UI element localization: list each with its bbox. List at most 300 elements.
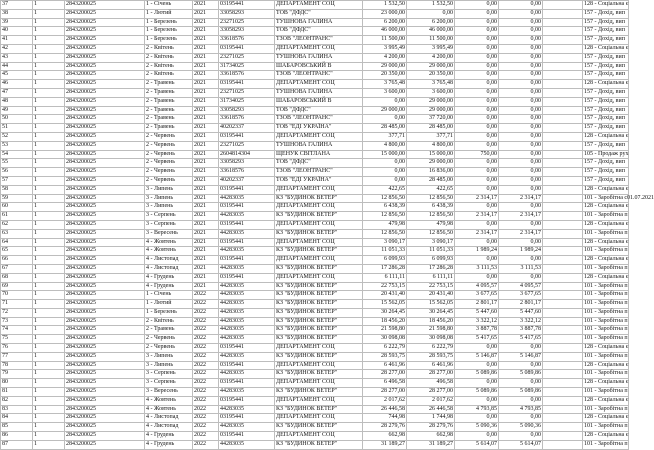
table-row[interactable] (1, 150, 629, 159)
table-cell[interactable] (543, 18, 583, 27)
table-cell[interactable]: 2843200025 (65, 203, 145, 212)
table-cell[interactable]: 377,71 (363, 132, 407, 141)
table-cell[interactable]: 2022 (193, 300, 219, 309)
table-cell[interactable]: 40 (1, 27, 33, 36)
table-cell[interactable]: 2022 (193, 326, 219, 335)
table-cell[interactable]: ДЕПАРТАМЕНТ СОЦ (275, 273, 363, 282)
table-cell[interactable]: 23271025 (219, 53, 275, 62)
table-cell[interactable]: 157 - Дохід, вип (583, 97, 629, 106)
table-cell[interactable]: 2022 (193, 291, 219, 300)
table-cell[interactable]: 101 - Заробітна п (583, 388, 629, 397)
table-cell[interactable]: 2843200025 (65, 247, 145, 256)
table-row[interactable] (1, 88, 629, 97)
table-cell[interactable]: ТЗОВ "ЛЕОНТРАНС" (275, 36, 363, 45)
table-cell[interactable]: 44283035 (219, 405, 275, 414)
table-row[interactable] (1, 344, 629, 353)
table-row[interactable] (1, 291, 629, 300)
table-cell[interactable]: 2 - Травень (145, 106, 193, 115)
table-cell[interactable]: 37 (1, 1, 33, 10)
table-cell[interactable]: 2843200025 (65, 115, 145, 124)
table-cell[interactable]: КЗ "БУДИНОК ВЕТЕР" (275, 264, 363, 273)
table-cell[interactable]: ТУШНОВА ГАЛИНА (275, 88, 363, 97)
table-cell[interactable]: 157 - Дохід, вип (583, 53, 629, 62)
table-cell[interactable] (543, 115, 583, 124)
table-cell[interactable]: 18 456,20 (407, 317, 455, 326)
table-row[interactable] (1, 414, 629, 423)
table-cell[interactable]: 2843200025 (65, 97, 145, 106)
table-cell[interactable]: 4 200,00 (363, 53, 407, 62)
table-row[interactable] (1, 141, 629, 150)
table-cell[interactable] (543, 80, 583, 89)
table-row[interactable] (1, 27, 629, 36)
table-cell[interactable]: 73 (1, 317, 33, 326)
table-cell[interactable]: 4 - Листопад (145, 256, 193, 265)
table-cell[interactable] (543, 159, 583, 168)
table-cell[interactable]: 128 - Соціальна є (583, 396, 629, 405)
table-cell[interactable]: 6 461,96 (363, 361, 407, 370)
table-cell[interactable]: 23271025 (219, 88, 275, 97)
table-cell[interactable]: 1 (33, 44, 65, 53)
table-cell[interactable]: 1 (33, 159, 65, 168)
table-cell[interactable]: 2022 (193, 370, 219, 379)
table-cell[interactable]: 2 - Червень (145, 150, 193, 159)
table-cell[interactable]: 0,00 (499, 361, 543, 370)
table-cell[interactable]: 5 090,36 (499, 423, 543, 432)
table-cell[interactable]: ДЕПАРТАМЕНТ СОЦ (275, 396, 363, 405)
table-cell[interactable]: 6 222,79 (407, 344, 455, 353)
table-cell[interactable]: 2 314,17 (455, 229, 499, 238)
table-cell[interactable]: 5 089,86 (455, 388, 499, 397)
table-cell[interactable]: 0,00 (455, 124, 499, 133)
table-cell[interactable]: 03195441 (219, 273, 275, 282)
table-cell[interactable]: 1 (33, 361, 65, 370)
table-cell[interactable]: 55 (1, 159, 33, 168)
table-cell[interactable]: 2021 (193, 80, 219, 89)
table-cell[interactable]: 78 (1, 361, 33, 370)
table-cell[interactable]: 44283035 (219, 291, 275, 300)
table-cell[interactable]: 84 (1, 414, 33, 423)
table-cell[interactable]: 2843200025 (65, 44, 145, 53)
table-cell[interactable]: 2 - Травень (145, 97, 193, 106)
table-cell[interactable]: 128 - Соціальна є (583, 238, 629, 247)
table-cell[interactable]: 128 - Соціальна є (583, 203, 629, 212)
table-cell[interactable]: 2843200025 (65, 132, 145, 141)
table-cell[interactable]: 2022 (193, 317, 219, 326)
table-cell[interactable]: 4 - Листопад (145, 264, 193, 273)
table-cell[interactable]: 4 800,00 (363, 141, 407, 150)
table-cell[interactable]: 79 (1, 370, 33, 379)
table-row[interactable] (1, 308, 629, 317)
table-cell[interactable]: 128 - Соціальна є (583, 1, 629, 10)
table-cell[interactable]: 128 - Соціальна є (583, 361, 629, 370)
table-cell[interactable]: КЗ "БУДИНОК ВЕТЕР" (275, 300, 363, 309)
table-cell[interactable]: 0,00 (363, 159, 407, 168)
table-cell[interactable]: 2843200025 (65, 212, 145, 221)
table-cell[interactable]: 2843200025 (65, 335, 145, 344)
table-cell[interactable]: 2021 (193, 247, 219, 256)
table-cell[interactable]: 1 (33, 335, 65, 344)
table-cell[interactable]: 2843200025 (65, 176, 145, 185)
table-cell[interactable]: 2843200025 (65, 273, 145, 282)
table-cell[interactable]: 1 (33, 18, 65, 27)
table-cell[interactable]: 2 017,62 (407, 396, 455, 405)
table-cell[interactable]: 16 836,00 (407, 168, 455, 177)
table-cell[interactable]: 0,00 (499, 185, 543, 194)
table-cell[interactable]: 44283035 (219, 317, 275, 326)
table-cell[interactable]: 11 500,00 (363, 36, 407, 45)
table-cell[interactable]: 33618576 (219, 115, 275, 124)
table-cell[interactable]: 64 (1, 238, 33, 247)
table-cell[interactable]: 44283035 (219, 370, 275, 379)
table-cell[interactable] (543, 273, 583, 282)
table-row[interactable] (1, 317, 629, 326)
table-cell[interactable]: 2843200025 (65, 62, 145, 71)
table-cell[interactable]: 03195441 (219, 203, 275, 212)
table-cell[interactable]: 2 314,17 (499, 212, 543, 221)
table-cell[interactable]: 744,98 (363, 414, 407, 423)
table-cell[interactable]: 22 753,15 (407, 282, 455, 291)
table-cell[interactable]: 03195441 (219, 238, 275, 247)
table-cell[interactable]: 03195441 (219, 185, 275, 194)
table-cell[interactable]: 101 - Заробітна п (583, 308, 629, 317)
table-cell[interactable]: 0,00 (455, 203, 499, 212)
table-cell[interactable]: 157 - Дохід, вип (583, 124, 629, 133)
table-cell[interactable]: 4 - Грудень (145, 282, 193, 291)
table-cell[interactable]: 15 000,00 (407, 150, 455, 159)
table-cell[interactable]: ШАБАРОВСЬКИЙ В (275, 62, 363, 71)
table-cell[interactable]: 15 562,05 (407, 300, 455, 309)
table-cell[interactable]: 0,00 (455, 432, 499, 441)
table-cell[interactable]: 2843200025 (65, 361, 145, 370)
table-cell[interactable]: 26 446,58 (407, 405, 455, 414)
table-cell[interactable]: 2021 (193, 185, 219, 194)
table-cell[interactable]: ДЕПАРТАМЕНТ СОЦ (275, 44, 363, 53)
table-cell[interactable]: 46 000,00 (407, 27, 455, 36)
table-cell[interactable]: 03195441 (219, 1, 275, 10)
table-cell[interactable]: 0,00 (455, 396, 499, 405)
table-cell[interactable]: КЗ "БУДИНОК ВЕТЕР" (275, 326, 363, 335)
table-cell[interactable]: 128 - Соціальна є (583, 80, 629, 89)
table-cell[interactable]: КЗ "БУДИНОК ВЕТЕР" (275, 405, 363, 414)
table-cell[interactable]: 0,00 (455, 9, 499, 18)
table-cell[interactable]: 2 - Квітень (145, 62, 193, 71)
table-cell[interactable]: 0,00 (455, 80, 499, 89)
table-cell[interactable]: 3 111,53 (499, 264, 543, 273)
table-cell[interactable] (543, 141, 583, 150)
table-cell[interactable]: 2843200025 (65, 71, 145, 80)
table-cell[interactable]: 03195441 (219, 414, 275, 423)
table-cell[interactable]: 0,00 (499, 97, 543, 106)
table-cell[interactable]: 2022 (193, 308, 219, 317)
table-cell[interactable]: 0,00 (407, 9, 455, 18)
table-cell[interactable] (543, 88, 583, 97)
table-cell[interactable] (543, 361, 583, 370)
table-row[interactable] (1, 335, 629, 344)
table-cell[interactable]: 30 264,45 (363, 308, 407, 317)
table-cell[interactable]: 1 (33, 432, 65, 441)
table-cell[interactable]: 0,00 (499, 18, 543, 27)
table-row[interactable] (1, 256, 629, 265)
table-cell[interactable]: 03195441 (219, 220, 275, 229)
table-cell[interactable]: 0,00 (499, 132, 543, 141)
table-cell[interactable]: 0,00 (499, 115, 543, 124)
table-cell[interactable]: 0,00 (455, 1, 499, 10)
table-cell[interactable]: 2021 (193, 9, 219, 18)
table-cell[interactable]: 750,00 (455, 150, 499, 159)
table-cell[interactable]: 2843200025 (65, 291, 145, 300)
table-cell[interactable] (543, 335, 583, 344)
table-cell[interactable]: 0,00 (499, 53, 543, 62)
table-row[interactable] (1, 300, 629, 309)
table-cell[interactable]: 23 000,00 (363, 9, 407, 18)
table-cell[interactable] (543, 238, 583, 247)
table-cell[interactable]: 38 (1, 9, 33, 18)
table-cell[interactable] (543, 291, 583, 300)
table-cell[interactable]: 1 (33, 176, 65, 185)
table-cell[interactable]: 2843200025 (65, 282, 145, 291)
table-cell[interactable]: 101 - Заробітна с01.07.2021 (583, 194, 629, 203)
table-cell[interactable]: 2843200025 (65, 396, 145, 405)
table-cell[interactable]: 20 431,40 (407, 291, 455, 300)
table-cell[interactable]: 0,00 (499, 238, 543, 247)
table-cell[interactable]: 0,00 (499, 273, 543, 282)
table-cell[interactable] (543, 300, 583, 309)
table-cell[interactable]: 28 279,76 (407, 423, 455, 432)
table-cell[interactable]: ДЕПАРТАМЕНТ СОЦ (275, 361, 363, 370)
table-cell[interactable]: ТУШНОВА ГАЛИНА (275, 53, 363, 62)
table-cell[interactable]: 80 (1, 379, 33, 388)
table-cell[interactable]: 2021 (193, 141, 219, 150)
table-cell[interactable]: 0,00 (455, 132, 499, 141)
table-cell[interactable]: 61 (1, 212, 33, 221)
table-cell[interactable]: 2021 (193, 220, 219, 229)
table-cell[interactable]: 2843200025 (65, 388, 145, 397)
table-cell[interactable]: 3 322,12 (499, 317, 543, 326)
table-cell[interactable]: 0,00 (499, 141, 543, 150)
table-cell[interactable]: КЗ "БУДИНОК ВЕТЕР" (275, 212, 363, 221)
table-cell[interactable]: 44283035 (219, 352, 275, 361)
table-cell[interactable]: 3 887,78 (455, 326, 499, 335)
table-cell[interactable]: 6 438,39 (407, 203, 455, 212)
table-cell[interactable] (543, 203, 583, 212)
table-cell[interactable]: 44283035 (219, 264, 275, 273)
table-cell[interactable]: 03195441 (219, 256, 275, 265)
table-cell[interactable]: 2843200025 (65, 440, 145, 449)
table-cell[interactable]: 44283035 (219, 212, 275, 221)
table-cell[interactable]: 422,65 (363, 185, 407, 194)
table-cell[interactable]: 6 461,96 (407, 361, 455, 370)
table-row[interactable] (1, 247, 629, 256)
table-cell[interactable]: 2 - Травень (145, 326, 193, 335)
table-cell[interactable]: 101 - Заробітна п (583, 264, 629, 273)
table-cell[interactable]: 2021 (193, 238, 219, 247)
table-cell[interactable]: 15 000,00 (363, 150, 407, 159)
table-cell[interactable]: 03195441 (219, 80, 275, 89)
table-cell[interactable]: КЗ "БУДИНОК ВЕТЕР" (275, 352, 363, 361)
table-cell[interactable]: 33058293 (219, 106, 275, 115)
table-cell[interactable]: 29 000,00 (363, 62, 407, 71)
table-cell[interactable]: 29 000,00 (363, 106, 407, 115)
table-cell[interactable]: 0,00 (455, 18, 499, 27)
table-cell[interactable]: 2 - Квітень (145, 71, 193, 80)
table-cell[interactable]: 77 (1, 352, 33, 361)
table-cell[interactable]: 0,00 (499, 159, 543, 168)
table-cell[interactable]: 03195441 (219, 132, 275, 141)
table-cell[interactable]: 2 - Травень (145, 124, 193, 133)
table-cell[interactable]: 39 (1, 18, 33, 27)
table-cell[interactable]: 2 - Червень (145, 141, 193, 150)
table-cell[interactable]: 4 800,00 (407, 141, 455, 150)
table-cell[interactable]: 157 - Дохід, вип (583, 168, 629, 177)
table-cell[interactable]: 2843200025 (65, 308, 145, 317)
table-cell[interactable]: 29 000,00 (407, 97, 455, 106)
table-cell[interactable]: 2843200025 (65, 414, 145, 423)
table-cell[interactable]: 4 - Жовтень (145, 247, 193, 256)
table-cell[interactable]: 41 (1, 36, 33, 45)
table-cell[interactable]: 30 098,08 (407, 335, 455, 344)
table-cell[interactable]: 101 - Заробітна п (583, 317, 629, 326)
table-cell[interactable]: 40202337 (219, 176, 275, 185)
table-cell[interactable]: 29 000,00 (407, 106, 455, 115)
table-cell[interactable]: 81 (1, 388, 33, 397)
table-cell[interactable]: ТОВ "ЕДІ УКРАЇНА" (275, 124, 363, 133)
table-cell[interactable]: 1 (33, 203, 65, 212)
table-cell[interactable]: 0,00 (499, 106, 543, 115)
table-row[interactable] (1, 370, 629, 379)
table-cell[interactable]: 0,00 (499, 88, 543, 97)
table-cell[interactable]: 2843200025 (65, 326, 145, 335)
table-cell[interactable]: 11 051,33 (363, 247, 407, 256)
table-cell[interactable]: 0,00 (499, 44, 543, 53)
table-cell[interactable]: КЗ "БУДИНОК ВЕТЕР" (275, 423, 363, 432)
table-row[interactable] (1, 264, 629, 273)
table-cell[interactable]: 2 - Червень (145, 344, 193, 353)
table-cell[interactable]: 4 - Жовтень (145, 238, 193, 247)
table-cell[interactable]: 128 - Соціальна є (583, 44, 629, 53)
table-cell[interactable]: 75 (1, 335, 33, 344)
table-cell[interactable]: 3 322,12 (455, 317, 499, 326)
table-cell[interactable]: 1 (33, 88, 65, 97)
table-cell[interactable]: 33058293 (219, 9, 275, 18)
table-cell[interactable]: 2843200025 (65, 36, 145, 45)
table-cell[interactable]: 68 (1, 273, 33, 282)
table-cell[interactable]: 44283035 (219, 282, 275, 291)
table-cell[interactable]: 4 - Грудень (145, 440, 193, 449)
table-cell[interactable]: 18 456,20 (363, 317, 407, 326)
table-cell[interactable]: 31734025 (219, 62, 275, 71)
table-cell[interactable]: ТУШНОВА ГАЛИНА (275, 141, 363, 150)
table-row[interactable] (1, 405, 629, 414)
table-cell[interactable]: 1 - Березень (145, 18, 193, 27)
table-row[interactable] (1, 432, 629, 441)
table-cell[interactable]: 1 (33, 379, 65, 388)
table-cell[interactable]: 0,00 (455, 168, 499, 177)
table-cell[interactable]: 2 - Травень (145, 88, 193, 97)
table-cell[interactable]: 2021 (193, 36, 219, 45)
table-cell[interactable]: 50 (1, 115, 33, 124)
table-cell[interactable]: 101 - Заробітна п (583, 291, 629, 300)
table-cell[interactable]: 0,00 (499, 62, 543, 71)
table-cell[interactable]: 2021 (193, 132, 219, 141)
table-cell[interactable]: 2843200025 (65, 9, 145, 18)
table-cell[interactable] (543, 352, 583, 361)
table-cell[interactable]: 29 000,00 (407, 159, 455, 168)
table-cell[interactable]: ДЕПАРТАМЕНТ СОЦ (275, 238, 363, 247)
table-cell[interactable]: 2022 (193, 440, 219, 449)
table-row[interactable] (1, 440, 629, 449)
table-cell[interactable]: 2021 (193, 273, 219, 282)
table-cell[interactable]: 28 593,75 (407, 352, 455, 361)
table-cell[interactable] (543, 379, 583, 388)
table-cell[interactable]: 37 720,00 (407, 115, 455, 124)
table-cell[interactable]: 1 (33, 194, 65, 203)
table-cell[interactable]: 0,00 (455, 97, 499, 106)
table-row[interactable] (1, 1, 629, 10)
table-cell[interactable]: 0,00 (455, 115, 499, 124)
table-row[interactable] (1, 62, 629, 71)
table-cell[interactable]: 101 - Заробітна п (583, 300, 629, 309)
table-cell[interactable]: 1 532,50 (363, 1, 407, 10)
table-cell[interactable]: 1 (33, 414, 65, 423)
table-cell[interactable]: 63 (1, 229, 33, 238)
table-cell[interactable]: 71 (1, 300, 33, 309)
table-cell[interactable]: 6 200,00 (363, 18, 407, 27)
table-cell[interactable]: 157 - Дохід, вип (583, 176, 629, 185)
table-cell[interactable]: КЗ "БУДИНОК ВЕТЕР" (275, 440, 363, 449)
table-cell[interactable]: 2843200025 (65, 88, 145, 97)
table-cell[interactable]: 0,00 (455, 220, 499, 229)
table-row[interactable] (1, 9, 629, 18)
table-cell[interactable]: КЗ "БУДИНОК ВЕТЕР" (275, 370, 363, 379)
table-cell[interactable]: 67 (1, 264, 33, 273)
table-cell[interactable]: 157 - Дохід, вип (583, 9, 629, 18)
table-cell[interactable]: 44 (1, 62, 33, 71)
table-cell[interactable]: 74 (1, 326, 33, 335)
table-cell[interactable]: 128 - Соціальна є (583, 220, 629, 229)
table-row[interactable] (1, 97, 629, 106)
table-cell[interactable]: 3 - Вересень (145, 229, 193, 238)
table-cell[interactable]: 28 593,75 (363, 352, 407, 361)
table-row[interactable] (1, 168, 629, 177)
table-cell[interactable]: 1 (33, 247, 65, 256)
table-cell[interactable]: 2843200025 (65, 405, 145, 414)
table-cell[interactable]: 1 (33, 132, 65, 141)
table-cell[interactable]: 479,98 (363, 220, 407, 229)
table-cell[interactable]: 0,00 (455, 344, 499, 353)
table-row[interactable] (1, 352, 629, 361)
table-cell[interactable]: 0,00 (455, 88, 499, 97)
table-cell[interactable]: 3 - Серпень (145, 212, 193, 221)
table-cell[interactable]: 496,58 (407, 379, 455, 388)
table-cell[interactable]: 3 - Вересень (145, 388, 193, 397)
table-cell[interactable]: 46 000,00 (363, 27, 407, 36)
table-cell[interactable]: 2843200025 (65, 150, 145, 159)
table-row[interactable] (1, 361, 629, 370)
table-row[interactable] (1, 388, 629, 397)
table-cell[interactable]: 2843200025 (65, 18, 145, 27)
table-cell[interactable]: 2021 (193, 264, 219, 273)
table-cell[interactable]: 2843200025 (65, 238, 145, 247)
table-cell[interactable]: ДЕПАРТАМЕНТ СОЦ (275, 379, 363, 388)
table-cell[interactable]: 157 - Дохід, вип (583, 106, 629, 115)
table-cell[interactable]: ДЕПАРТАМЕНТ СОЦ (275, 1, 363, 10)
table-cell[interactable]: 5 447,60 (455, 308, 499, 317)
table-row[interactable] (1, 212, 629, 221)
table-cell[interactable]: 6 200,00 (407, 18, 455, 27)
table-cell[interactable]: 662,98 (407, 432, 455, 441)
table-cell[interactable]: 2843200025 (65, 344, 145, 353)
table-cell[interactable]: 03195441 (219, 432, 275, 441)
